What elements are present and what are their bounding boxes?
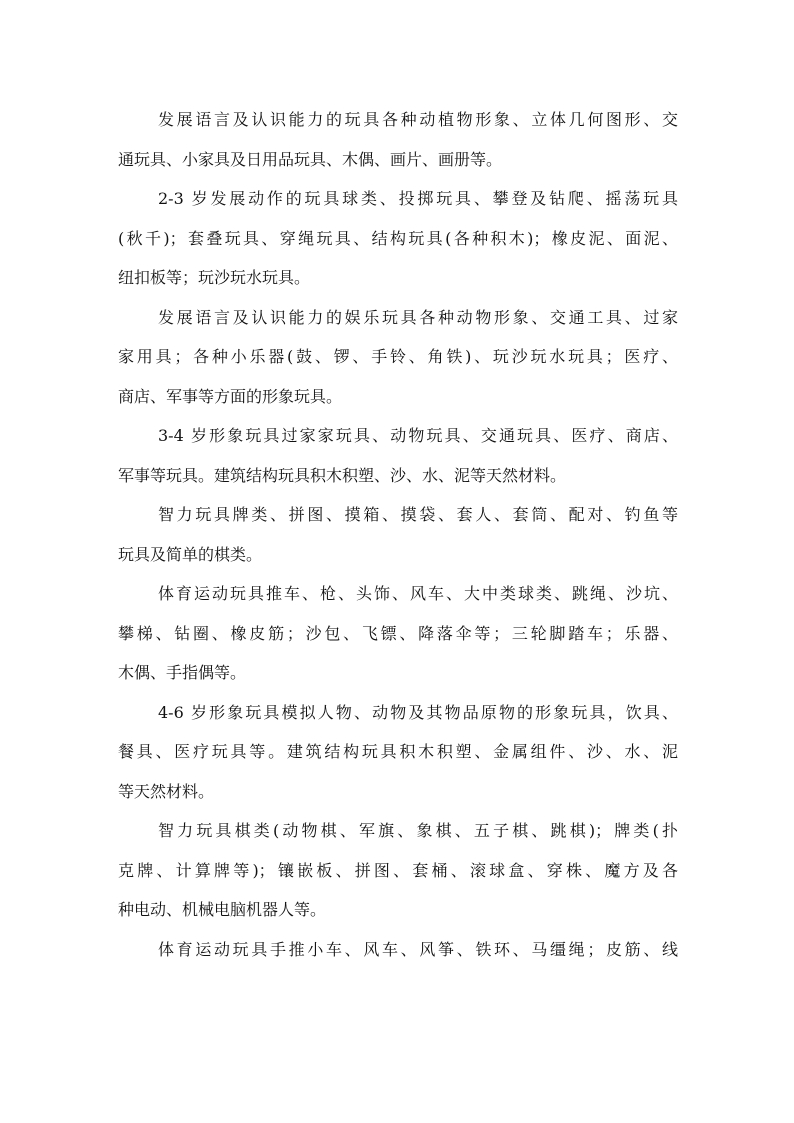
paragraph	[118, 574, 678, 693]
text-line: 木偶、手指偶等。	[118, 663, 247, 682]
text-line: 体育运动玩具手推小车、风车、风筝、铁环、马缰绳；皮筋、线	[158, 939, 678, 959]
text-line: 4-6 岁形象玩具模拟人物、动物及其物品原物的形象玩具，饮具、	[158, 702, 678, 722]
text-line: 种电动、机械电脑机器人等。	[118, 900, 327, 919]
text-line: 克牌、计算牌等)；镶嵌板、拼图、套桶、滚球盒、穿株、魔方及各	[118, 860, 678, 880]
paragraph	[118, 811, 678, 930]
text-line: 军事等玩具。建筑结构玩具积木积塑、沙、水、泥等天然材料。	[118, 465, 567, 485]
paragraph	[118, 179, 678, 298]
text-line: 纽扣板等；玩沙玩水玩具。	[118, 268, 311, 287]
text-line: 体育运动玩具推车、枪、头饰、风车、大中类球类、跳绳、沙坑、	[158, 584, 678, 603]
text-line: 餐具、医疗玩具等。建筑结构玩具积木积塑、金属组件、沙、水、泥	[118, 742, 678, 761]
text-line: 3-4 岁形象玩具过家家玩具、动物玩具、交通玩具、医疗、商店、	[158, 426, 678, 445]
text-line: 智力玩具棋类(动物棋、军旗、象棋、五子棋、跳棋)；牌类(扑	[158, 821, 678, 840]
text-line: 攀梯、钻圈、橡皮筋；沙包、飞镖、降落伞等；三轮脚踏车；乐器、	[118, 623, 678, 643]
text-line: 商店、军事等方面的形象玩具。	[118, 386, 343, 406]
document-body	[118, 100, 678, 969]
text-line: 家用具；各种小乐器(鼓、锣、手铃、角铁)、玩沙玩水玩具；医疗、	[118, 347, 678, 366]
text-line: 发展语言及认识能力的娱乐玩具各种动物形象、交通工具、过家	[158, 307, 678, 327]
text-line: 2-3 岁发展动作的玩具球类、投掷玩具、攀登及钻爬、摇荡玩具	[158, 189, 678, 208]
paragraph	[118, 495, 678, 574]
text-line: (秋千)；套叠玩具、穿绳玩具、结构玩具(各种积木)；橡皮泥、面泥、	[118, 228, 678, 248]
text-line: 通玩具、小家具及日用品玩具、木偶、画片、画册等。	[118, 149, 503, 169]
text-line: 智力玩具牌类、拼图、摸箱、摸袋、套人、套筒、配对、钓鱼等	[158, 505, 678, 524]
paragraph	[118, 100, 678, 179]
paragraph	[118, 416, 678, 495]
paragraph	[118, 693, 678, 812]
text-line: 等天然材料。	[118, 781, 215, 801]
paragraph	[118, 298, 678, 417]
paragraph	[118, 930, 678, 970]
text-line: 玩具及简单的棋类。	[118, 544, 263, 564]
text-line: 发展语言及认识能力的玩具各种动植物形象、立体几何图形、交	[158, 110, 678, 129]
